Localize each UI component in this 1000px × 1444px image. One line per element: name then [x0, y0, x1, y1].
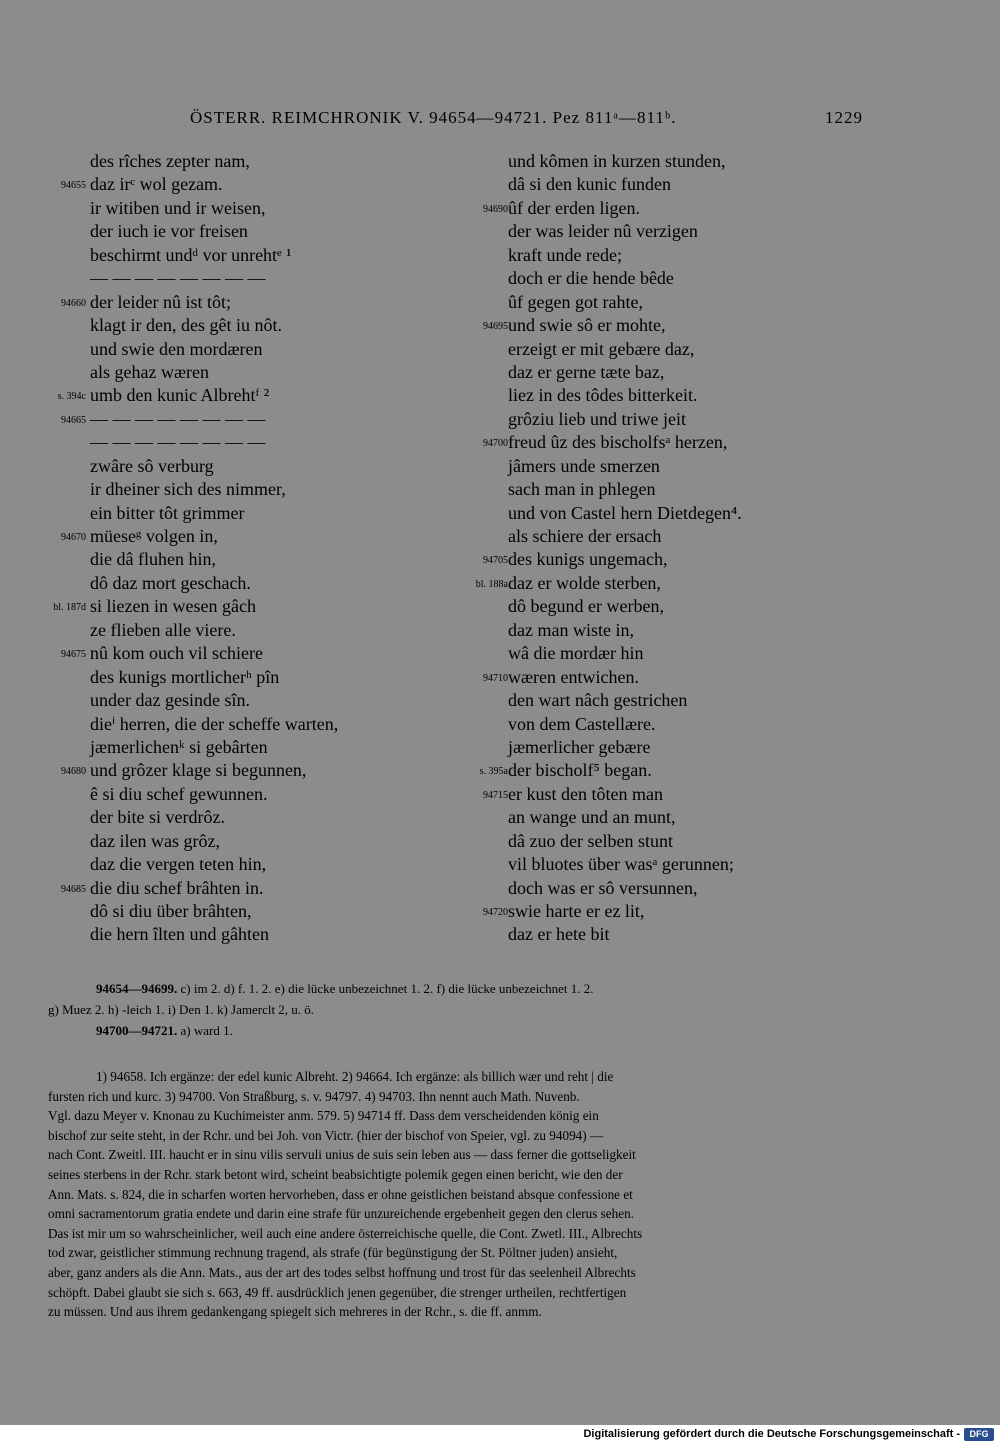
verse-text: ûf gegen got rahte,	[508, 291, 643, 312]
verse-line	[460, 923, 910, 946]
verse-line	[38, 197, 488, 220]
verse-text: liez in des tôdes bitterkeit.	[508, 385, 698, 406]
verse-line	[38, 877, 488, 900]
verse-line	[460, 806, 910, 829]
footnote-line: omni sacramentorum gratia endete und darin eine strafe für unzureichende ergebenheit gegen den clerus sehen.	[48, 1206, 634, 1222]
line-number: bl. 187d	[53, 602, 86, 614]
verse-text: doch was er sô versunnen,	[508, 877, 698, 898]
page-number: 1229	[825, 108, 863, 127]
verse-text: daz man wiste in,	[508, 619, 634, 640]
verse-text: grôziu lieb und triwe jeit	[508, 408, 686, 429]
verse-text: daz ilen was grôz,	[90, 830, 220, 851]
line-number: 94675	[61, 649, 86, 661]
verse-line	[460, 689, 910, 712]
line-number: 94700	[483, 438, 508, 450]
line-number: 94705	[483, 555, 508, 567]
verse-text: jæmerlicher gebære	[508, 736, 651, 757]
verse-text: und swie den mordæren	[90, 338, 263, 359]
apparatus-text: c) im 2. d) f. 1. 2. e) die lücke unbezeichnet 1. 2. f) die lücke unbezeichnet 1. 2.	[177, 981, 594, 996]
verse-line	[460, 830, 910, 853]
verse-text: jâmers unde smerzen	[508, 455, 660, 476]
verse-line	[460, 595, 910, 618]
verse-text: sach man in phlegen	[508, 479, 656, 500]
verse-text: dô daz mort geschach.	[90, 572, 251, 593]
verse-text: daz er gerne tæte baz,	[508, 361, 665, 382]
footnote-line: bischof zur seite steht, in der Rchr. und bei Joh. von Victr. (hier der bischof von Speier, vgl. zu 94094) —	[48, 1127, 604, 1143]
verse-text: ê si diu schef gewunnen.	[90, 783, 268, 804]
verse-line	[38, 173, 488, 196]
verse-line	[460, 736, 910, 759]
verse-line	[460, 502, 910, 525]
verse-text: den wart nâch gestrichen	[508, 690, 688, 711]
verse-text: zwâre sô verburg	[90, 455, 214, 476]
verse-line	[38, 830, 488, 853]
verse-text: die hern îlten und gâhten	[90, 924, 269, 945]
verse-line	[460, 361, 910, 384]
verse-line	[38, 619, 488, 642]
verse-text: dâ zuo der selben stunt	[508, 830, 673, 851]
verse-text: die diu schef brâhten in.	[90, 877, 264, 898]
verse-line	[38, 783, 488, 806]
verse-line	[460, 525, 910, 548]
verse-text: wæren entwichen.	[508, 666, 639, 687]
verse-text: als gehaz wæren	[90, 361, 209, 382]
running-title: ÖSTERR. REIMCHRONIK V. 94654—94721. Pez 811ᵃ—811ᵇ.	[190, 108, 677, 127]
dfg-banner	[0, 1425, 1000, 1444]
verse-text: die dâ fluhen hin,	[90, 549, 216, 570]
running-header	[0, 108, 1000, 130]
verse-line	[38, 478, 488, 501]
verse-line	[460, 455, 910, 478]
verse-line	[38, 642, 488, 665]
footnote-line: fursten rich und kurc. 3) 94700. Von Straßburg, s. v. 94797. 4) 94703. Ihn nennt auch Math. Nuvenb.	[48, 1088, 580, 1104]
verse-text: kraft unde rede;	[508, 244, 622, 265]
verse-line	[460, 478, 910, 501]
verse-line	[38, 291, 488, 314]
footnotes	[48, 1067, 878, 1322]
verse-line	[460, 291, 910, 314]
verse-text: und von Castel hern Dietdegen⁴.	[508, 502, 742, 523]
verse-line	[38, 525, 488, 548]
verse-text: ein bitter tôt grimmer	[90, 502, 245, 523]
verse-line	[460, 783, 910, 806]
verse-line	[460, 548, 910, 571]
verse-line	[38, 572, 488, 595]
verse-line	[38, 244, 488, 267]
verse-line	[38, 689, 488, 712]
verse-text: jæmerlichenᵏ si gebârten	[90, 736, 268, 757]
verse-line	[460, 244, 910, 267]
verse-line	[460, 197, 910, 220]
verse-line	[38, 806, 488, 829]
verse-line	[460, 150, 910, 173]
verse-text: und swie sô er mohte,	[508, 315, 666, 336]
line-number: 94720	[483, 907, 508, 918]
verse-text: von dem Castellære.	[508, 713, 656, 734]
footnote-line: seines sterbens in der Rchr. stark betont wird, scheint beabsichtigte polemik gegen einen bericht, wie den der	[48, 1166, 623, 1182]
verse-line	[460, 431, 910, 454]
verse-text: an wange und an munt,	[508, 807, 676, 828]
verse-line	[38, 361, 488, 384]
line-number: 94680	[61, 766, 86, 778]
verse-text: der was leider nû verzigen	[508, 221, 698, 242]
verse-line	[38, 267, 488, 290]
line-number: 94695	[483, 321, 508, 333]
verse-text: — — — — — — — —	[90, 268, 266, 289]
verse-line	[460, 408, 910, 431]
verse-text: des kunigs ungemach,	[508, 549, 668, 570]
verse-column-left	[38, 150, 488, 947]
line-number: 94665	[61, 414, 86, 426]
verse-line	[460, 642, 910, 665]
footnote-line: tod zwar, geistlicher stimmung rechnung tragend, als strafe (für begünstigung der St. Pöltner juden) ansieht,	[48, 1245, 618, 1261]
verse-text: beschirmt undᵈ vor unrehtᵉ ¹	[90, 244, 292, 265]
verse-line	[38, 314, 488, 337]
verse-line	[38, 220, 488, 243]
verse-text: si liezen in wesen gâch	[90, 596, 256, 617]
verse-line	[38, 408, 488, 431]
footnote-line: zu müssen. Und aus ihrem gedankengang spiegelt sich mehreres in der Rchr., s. die ff. anmm.	[48, 1304, 542, 1320]
line-number: 94715	[483, 789, 508, 801]
verse-line	[460, 666, 910, 689]
verse-line	[38, 455, 488, 478]
verse-text: dieⁱ herren, die der scheffe warten,	[90, 713, 339, 734]
verse-line	[460, 900, 910, 923]
verse-line	[38, 502, 488, 525]
line-number: 94670	[61, 532, 86, 543]
verse-text: daz er wolde sterben,	[508, 572, 661, 593]
verse-line	[460, 338, 910, 361]
apparatus-row: g) Muez 2. h) -leich 1. i) Den 1. k) Jamerclt 2, u. ö.	[48, 1002, 315, 1017]
verse-text: dâ si den kunic funden	[508, 174, 671, 195]
verse-text: ze flieben alle viere.	[90, 619, 236, 640]
verse-text: klagt ir den, des gêt iu nôt.	[90, 315, 282, 336]
line-number: s. 395a	[479, 766, 508, 778]
verse-line	[38, 900, 488, 923]
verse-line	[460, 877, 910, 900]
verse-text: der leider nû ist tôt;	[90, 291, 231, 312]
verse-text: doch er die hende bêde	[508, 268, 674, 289]
apparatus-range: 94700—94721.	[96, 1023, 178, 1038]
verse-text: ûf der erden ligen.	[508, 197, 640, 218]
verse-text: als schiere der ersach	[508, 526, 662, 546]
dfg-logo: DFG	[964, 1428, 994, 1441]
verse-text: daz die vergen teten hin,	[90, 854, 267, 875]
verse-text: swie harte er ez lit,	[508, 901, 645, 921]
verse-text: der bischolf⁵ began.	[508, 760, 652, 781]
footnote-line: Das ist mir um so wahrscheinlicher, weil auch eine andere österreichische quelle, die Cont. Zwetl. III., Albrechts	[48, 1225, 643, 1241]
footnote-line: Vgl. dazu Meyer v. Knonau zu Kuchimeister anm. 579. 5) 94714 ff. Dass dem verscheidenden könig ein	[48, 1108, 599, 1124]
verse-text: freud ûz des bischolfsᵃ herzen,	[508, 432, 728, 453]
verse-text: — — — — — — — —	[90, 432, 266, 453]
verse-line	[38, 923, 488, 946]
apparatus-text: a) ward 1.	[177, 1023, 233, 1038]
verse-text: dô begund er werben,	[508, 596, 664, 617]
line-number: 94685	[61, 883, 86, 895]
verse-text: wâ die mordær hin	[508, 643, 644, 664]
footnote-line: schöpft. Dabei glaubt sie sich s. 663, 49 ff. ausdrücklich jenen gegenüber, die strenger urtheilen, rechtfertigen	[48, 1284, 627, 1300]
verse-text: nû kom ouch vil schiere	[90, 643, 263, 664]
verse-text: under daz gesinde sîn.	[90, 690, 250, 711]
line-number: 94690	[483, 203, 508, 215]
banner-text: Digitalisierung gefördert durch die Deutsche Forschungsgemeinschaft -	[583, 1428, 960, 1440]
footnote-line: aber, ganz anders als die Ann. Mats., aus der art des todes selbst hoffnung und trost für das seelenheil Albrechts	[48, 1264, 636, 1280]
verse-line	[38, 384, 488, 407]
verse-line	[38, 338, 488, 361]
apparatus-row	[48, 978, 878, 999]
verse-line	[38, 431, 488, 454]
verse-line	[460, 619, 910, 642]
line-number: 94710	[483, 672, 508, 684]
verse-text: dô si diu über brâhten,	[90, 901, 252, 921]
footnote-line: 1) 94658. Ich ergänze: der edel kunic Albreht. 2) 94664. Ich ergänze: als billich wær und reht | die	[96, 1069, 614, 1084]
verse-text: und grôzer klage si begunnen,	[90, 760, 307, 781]
line-number: bl. 188a	[475, 578, 508, 590]
verse-line	[38, 548, 488, 571]
verse-line	[38, 150, 488, 173]
verse-text: daz er hete bit	[508, 924, 610, 945]
line-number: 94655	[61, 180, 86, 192]
footnote-line: nach Cont. Zweitl. III. haucht er in sinu vilis servuli unius de suis sein leben aus — dass ferner die gottseligkeit	[48, 1147, 636, 1163]
verse-line	[460, 173, 910, 196]
verse-text: müeseᵍ volgen in,	[90, 526, 218, 546]
verse-line	[38, 713, 488, 736]
verse-text: daz irᶜ wol gezam.	[90, 174, 223, 195]
verse-line	[38, 666, 488, 689]
verse-text: des rîches zepter nam,	[90, 151, 250, 171]
verse-text: ir witiben und ir weisen,	[90, 197, 266, 218]
verse-text: der iuch ie vor freisen	[90, 221, 248, 242]
verse-line	[38, 595, 488, 618]
verse-text: ir dheiner sich des nimmer,	[90, 479, 286, 500]
verse-line	[460, 713, 910, 736]
verse-text: umb den kunic Albrehtᶠ ²	[90, 385, 270, 406]
verse-text: und kômen in kurzen stunden,	[508, 151, 726, 171]
line-number: s. 394c	[57, 391, 86, 403]
verse-text: vil bluotes über wasᵃ gerunnen;	[508, 854, 734, 875]
verse-line	[460, 267, 910, 290]
verse-line	[460, 853, 910, 876]
verse-column-right	[460, 150, 910, 947]
verse-line	[38, 759, 488, 782]
apparatus-row	[48, 1020, 878, 1041]
critical-apparatus	[48, 978, 878, 1041]
verse-text: — — — — — — — —	[90, 408, 266, 429]
verse-line	[460, 220, 910, 243]
apparatus-range: 94654—94699.	[96, 981, 178, 996]
verse-text: erzeigt er mit gebære daz,	[508, 338, 695, 359]
verse-line	[460, 759, 910, 782]
line-number: 94660	[61, 297, 86, 309]
verse-line	[460, 384, 910, 407]
verse-text: der bite si verdrôz.	[90, 807, 225, 828]
verse-line	[38, 736, 488, 759]
verse-line	[38, 853, 488, 876]
verse-text: er kust den tôten man	[508, 783, 663, 804]
verse-line	[460, 572, 910, 595]
verse-text: des kunigs mortlicherʰ pîn	[90, 666, 280, 687]
verse-line	[460, 314, 910, 337]
footnote-line: Ann. Mats. s. 824, die in scharfen worten hervorheben, dass er ohne geistlichen beistand absque confessione et	[48, 1186, 633, 1202]
